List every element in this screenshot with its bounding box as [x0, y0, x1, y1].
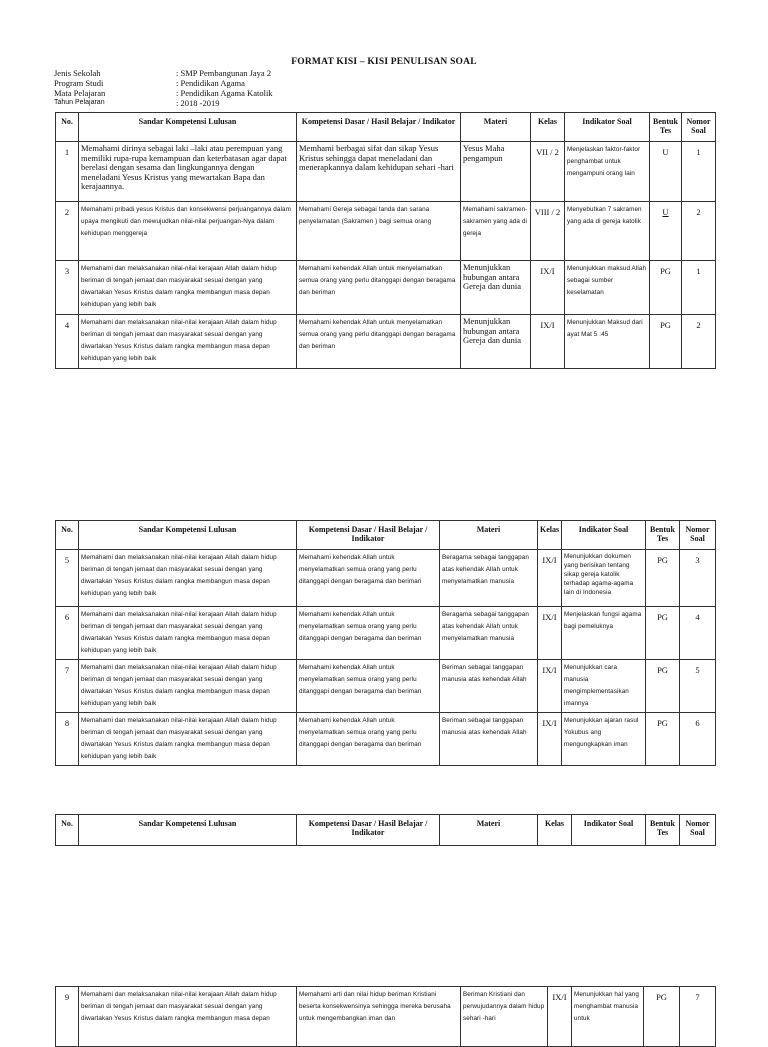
row-kelas: IX/I	[538, 550, 562, 607]
row-kd: Memahami kehendak Allah untuk menyelamatkan semua orang yang perlu ditanggapi dengan beragama dan beriman	[297, 607, 440, 660]
row-bentuk: PG	[646, 660, 680, 713]
row-indikator: Menyebutkan 7 sakramen yang ada di gereja katolik	[565, 202, 650, 261]
table-row	[56, 713, 716, 766]
row-materi: Beriman sebagai tanggapan manusia atas kehendak Allah	[440, 713, 538, 766]
row-kelas: IX/I	[531, 261, 565, 315]
row-no: 4	[56, 315, 79, 369]
row-bentuk: PG	[646, 713, 680, 766]
row-indikator: Menunjukkan ajaran rasul Yokubus ang mengungkapkan iman	[562, 713, 646, 766]
header-materi: Materi	[440, 815, 538, 846]
header-indikator: Indikator Soal	[572, 815, 646, 846]
table-row	[56, 142, 716, 202]
row-no: 7	[56, 660, 79, 713]
header-skl: Sandar Kompetensi Lulusan	[79, 113, 297, 142]
school-info	[54, 68, 273, 108]
row-no: 3	[56, 261, 79, 315]
header-kelas: Kelas	[538, 815, 572, 846]
row-no: 9	[56, 987, 79, 1047]
row-kd: Memahami kehendak Allah untuk menyelamatkan semua orang yang perlu ditanggapi dengan beragama dan beriman	[297, 713, 440, 766]
row-bentuk: PG	[650, 315, 682, 369]
row-kelas: IX/I	[538, 607, 562, 660]
row-kd: Memahami kehendak Allah untuk menyelamatkan semua orang yang perlu ditanggapi dengan beragama dan beriman	[297, 315, 461, 369]
row-kd: Memahami kehendak Allah untuk menyelamatkan semua orang yang perlu ditanggapi dengan beragama dan beriman	[297, 261, 461, 315]
row-indikator: Menunjukkan hal yang menghambat manusia untuk	[572, 987, 644, 1047]
row-bentuk: PG	[650, 261, 682, 315]
row-kelas: IX/I	[538, 713, 562, 766]
header-kd: Kompetensi Dasar / Hasil Belajar / Indikator	[297, 113, 461, 142]
row-nomor: 6	[680, 713, 716, 766]
header-bentuk: Bentuk Tes	[650, 113, 682, 142]
header-indikator: Indikator Soal	[562, 521, 646, 550]
row-no: 5	[56, 550, 79, 607]
kisi-table-3	[55, 814, 716, 846]
kisi-table-2	[55, 520, 716, 766]
row-kelas: IX/I	[538, 660, 562, 713]
row-skl: Memahami dan melaksanakan nilai-nilai kerajaan Allah dalam hidup beriman di tengah jemaat dan masyarakat sesuai dengan yang diwartakan Yesus Kristus dalam rangka membangun masa depan kehidupan yang lebih baik	[79, 607, 297, 660]
row-nomor: 3	[680, 550, 716, 607]
row-skl: Memahami dan melaksanakan nilai-nilai kerajaan Allah dalam hidup beriman di tengah jemaat dan masyarakat sesuai dengan yang diwartakan Yesus Kristus dalam rangka membangun masa depan kehidupan yang lebih baik	[79, 660, 297, 713]
row-bentuk: U	[650, 142, 682, 202]
header-no: No.	[56, 815, 79, 846]
row-skl: Memahami dan melaksanakan nilai-nilai kerajaan Allah dalam hidup beriman di tengah jemaat dan masyarakat sesuai dengan yang diwartakan Yesus Kristus dalam rangka membangun masa depan kehidupan yang lebih baik	[79, 713, 297, 766]
row-kelas: IX/I	[531, 315, 565, 369]
row-materi: Menunjukkan hubungan antara Gereja dan dunia	[461, 261, 531, 315]
row-skl: Memahami dan melaksanakan nilai-nilai kerajaan Allah dalam hidup beriman di tengah jemaat dan masyarakat sesuai dengan yang diwartakan Yesus Kristus dalam rangka membangun masa depan	[79, 987, 297, 1047]
row-nomor: 4	[680, 607, 716, 660]
row-materi: Beragama sebagai tanggapan atas kehendak Allah untuk menyelamatkan manusia	[440, 607, 538, 660]
header-kelas: Kelas	[538, 521, 562, 550]
row-bentuk: PG	[646, 607, 680, 660]
table-header-row	[56, 521, 716, 550]
row-kelas: VIII / 2	[531, 202, 565, 261]
header-skl: Sandar Kompetensi Lulusan	[79, 521, 297, 550]
row-bentuk: PG	[646, 550, 680, 607]
row-no: 2	[56, 202, 79, 261]
row-skl: Memahami dan melaksanakan nilai-nilai kerajaan Allah dalam hidup beriman di tengah jemaat dan masyarakat sesuai dengan yang diwartakan Yesus Kristus dalam rangka membangun masa depan kehidupan yang lebih baik	[79, 315, 297, 369]
meta-label: Tahun Pelajaran	[54, 99, 105, 106]
header-kd: Kompetensi Dasar / Hasil Belajar / Indikator	[297, 521, 440, 550]
kisi-table-1	[55, 112, 716, 369]
header-nomor: Nomor Soal	[680, 815, 716, 846]
header-bentuk: Bentuk Tes	[646, 815, 680, 846]
table-row	[56, 987, 716, 1047]
row-nomor: 2	[682, 315, 716, 369]
meta-value: : Pendidikan Agama	[176, 78, 245, 88]
header-kd: Kompetensi Dasar / Hasil Belajar / Indikator	[297, 815, 440, 846]
header-no: No.	[56, 113, 79, 142]
table-row	[56, 202, 716, 261]
row-kelas: IX/I	[548, 987, 572, 1047]
table-row	[56, 607, 716, 660]
table-header-row	[56, 113, 716, 142]
row-skl: Memahami dan melaksanakan nilai-nilai kerajaan Allah dalam hidup beriman di tengah jemaat dan masyarakat sesuai dengan yang diwartakan Yesus Kristus dalam rangka membangun masa depan kehidupan yang lebih baik	[79, 261, 297, 315]
row-indikator: Menunjukkan maksud Allah sebagai sumber keselamatan	[565, 261, 650, 315]
header-nomor: Nomor Soal	[680, 521, 716, 550]
row-skl: Memahami pribadi yesus Kristus dan konsekwensi perjuangannya dalam upaya mengikuti dan mewujudkan nilai-nilai perjuangan-Nya dalam kehidupan menggereja	[79, 202, 297, 261]
row-bentuk: U	[650, 202, 682, 261]
meta-row	[54, 88, 273, 98]
row-nomor: 1	[682, 142, 716, 202]
meta-value: : 2018 -2019	[176, 98, 220, 108]
row-kd: Memahami arti dan nilai hidup beriman Kristiani beserta konsekwensinya sehingga mereka berusaha untuk mengembangkan iman dan	[297, 987, 461, 1047]
row-materi: Beragama sebagai tanggapan atas kehendak Allah untuk menyelamatkan manusia	[440, 550, 538, 607]
header-materi: Materi	[440, 521, 538, 550]
header-materi: Materi	[461, 113, 531, 142]
header-no: No.	[56, 521, 79, 550]
header-indikator: Indikator Soal	[565, 113, 650, 142]
header-kelas: Kelas	[531, 113, 565, 142]
kisi-table-4	[55, 986, 716, 1047]
row-bentuk: PG	[644, 987, 680, 1047]
row-kd: Memahami kehendak Allah untuk menyelamatkan semua orang yang perlu ditanggapi dengan beragama dan beriman	[297, 550, 440, 607]
row-indikator: Menjelaskan fungsi agama bagi pemeluknya	[562, 607, 646, 660]
table-row	[56, 660, 716, 713]
row-nomor: 1	[682, 261, 716, 315]
row-kd: Memahami kehendak Allah untuk menyelamatkan semua orang yang perlu ditanggapi dengan beragama dan beriman	[297, 660, 440, 713]
meta-label: Mata Pelajaran	[54, 88, 106, 98]
table-row	[56, 261, 716, 315]
row-indikator: Menunjukkan dokumen yang berisikan tentang sikap gereja katolik terhadap agama-agama lain di Indonesia	[562, 550, 646, 607]
row-indikator: Menunjukkan cara manusia mengimplementasikan imannya	[562, 660, 646, 713]
row-nomor: 7	[680, 987, 716, 1047]
header-skl: Sandar Kompetensi Lulusan	[79, 815, 297, 846]
row-kd: Memhami berbagai sifat dan sikap Yesus Kristus sehingga dapat meneladani dan menerapkannya dalam kehidupan sehari -hari	[297, 142, 461, 202]
row-materi: Menunjukkan hubungan antara Gereja dan dunia	[461, 315, 531, 369]
meta-value: : Pendidikan Agama Katolik	[176, 88, 273, 98]
row-no: 1	[56, 142, 79, 202]
table-row	[56, 315, 716, 369]
meta-value: : SMP Pembangunan Jaya 2	[176, 68, 272, 78]
meta-label: Jenis Sekolah	[54, 68, 101, 78]
row-no: 8	[56, 713, 79, 766]
meta-row	[54, 98, 273, 108]
table-row	[56, 550, 716, 607]
row-indikator: Menunjukkan Maksud dari ayat Mat 5 :45	[565, 315, 650, 369]
header-bentuk: Bentuk Tes	[646, 521, 680, 550]
row-materi: Beriman sebagai tanggapan manusia atas kehendak Allah	[440, 660, 538, 713]
row-kelas: VII / 2	[531, 142, 565, 202]
row-materi: Memahami sakramen-sakramen yang ada di gereja	[461, 202, 531, 261]
row-skl: Memahami dan melaksanakan nilai-nilai kerajaan Allah dalam hidup beriman di tengah jemaat dan masyarakat sesuai dengan yang diwartakan Yesus Kristus dalam rangka membangun masa depan kehidupan yang lebih baik	[79, 550, 297, 607]
row-nomor: 5	[680, 660, 716, 713]
row-nomor: 2	[682, 202, 716, 261]
row-skl: Memahami dirinya sebagai laki –laki atau perempuan yang memiliki rupa-rupa kemampuan dan keterbatasan agar dapat berelasi dengan sesama dan lingkungannya dengan meneladani Yesus Kristus yang mewartakan Bapa dan kerajaannya.	[79, 142, 297, 202]
row-materi: Yesus Maha pengampun	[461, 142, 531, 202]
row-no: 6	[56, 607, 79, 660]
meta-label: Program Studi	[54, 78, 104, 88]
row-kd: Memahami Gereja sebagai tanda dan sarana penyelamatan (Sakramen ) bagi semua orang	[297, 202, 461, 261]
row-materi: Beriman Kristiani dan perwujudannya dalam hidup sehari -hari	[461, 987, 548, 1047]
row-indikator: Menjelaskan faktor-faktor penghambat untuk mengampuni orang lain	[565, 142, 650, 202]
meta-row	[54, 68, 273, 78]
meta-row	[54, 78, 273, 88]
header-nomor: Nomor Soal	[682, 113, 716, 142]
document-title: FORMAT KISI – KISI PENULISAN SOAL	[291, 57, 477, 67]
table-header-row	[56, 815, 716, 846]
